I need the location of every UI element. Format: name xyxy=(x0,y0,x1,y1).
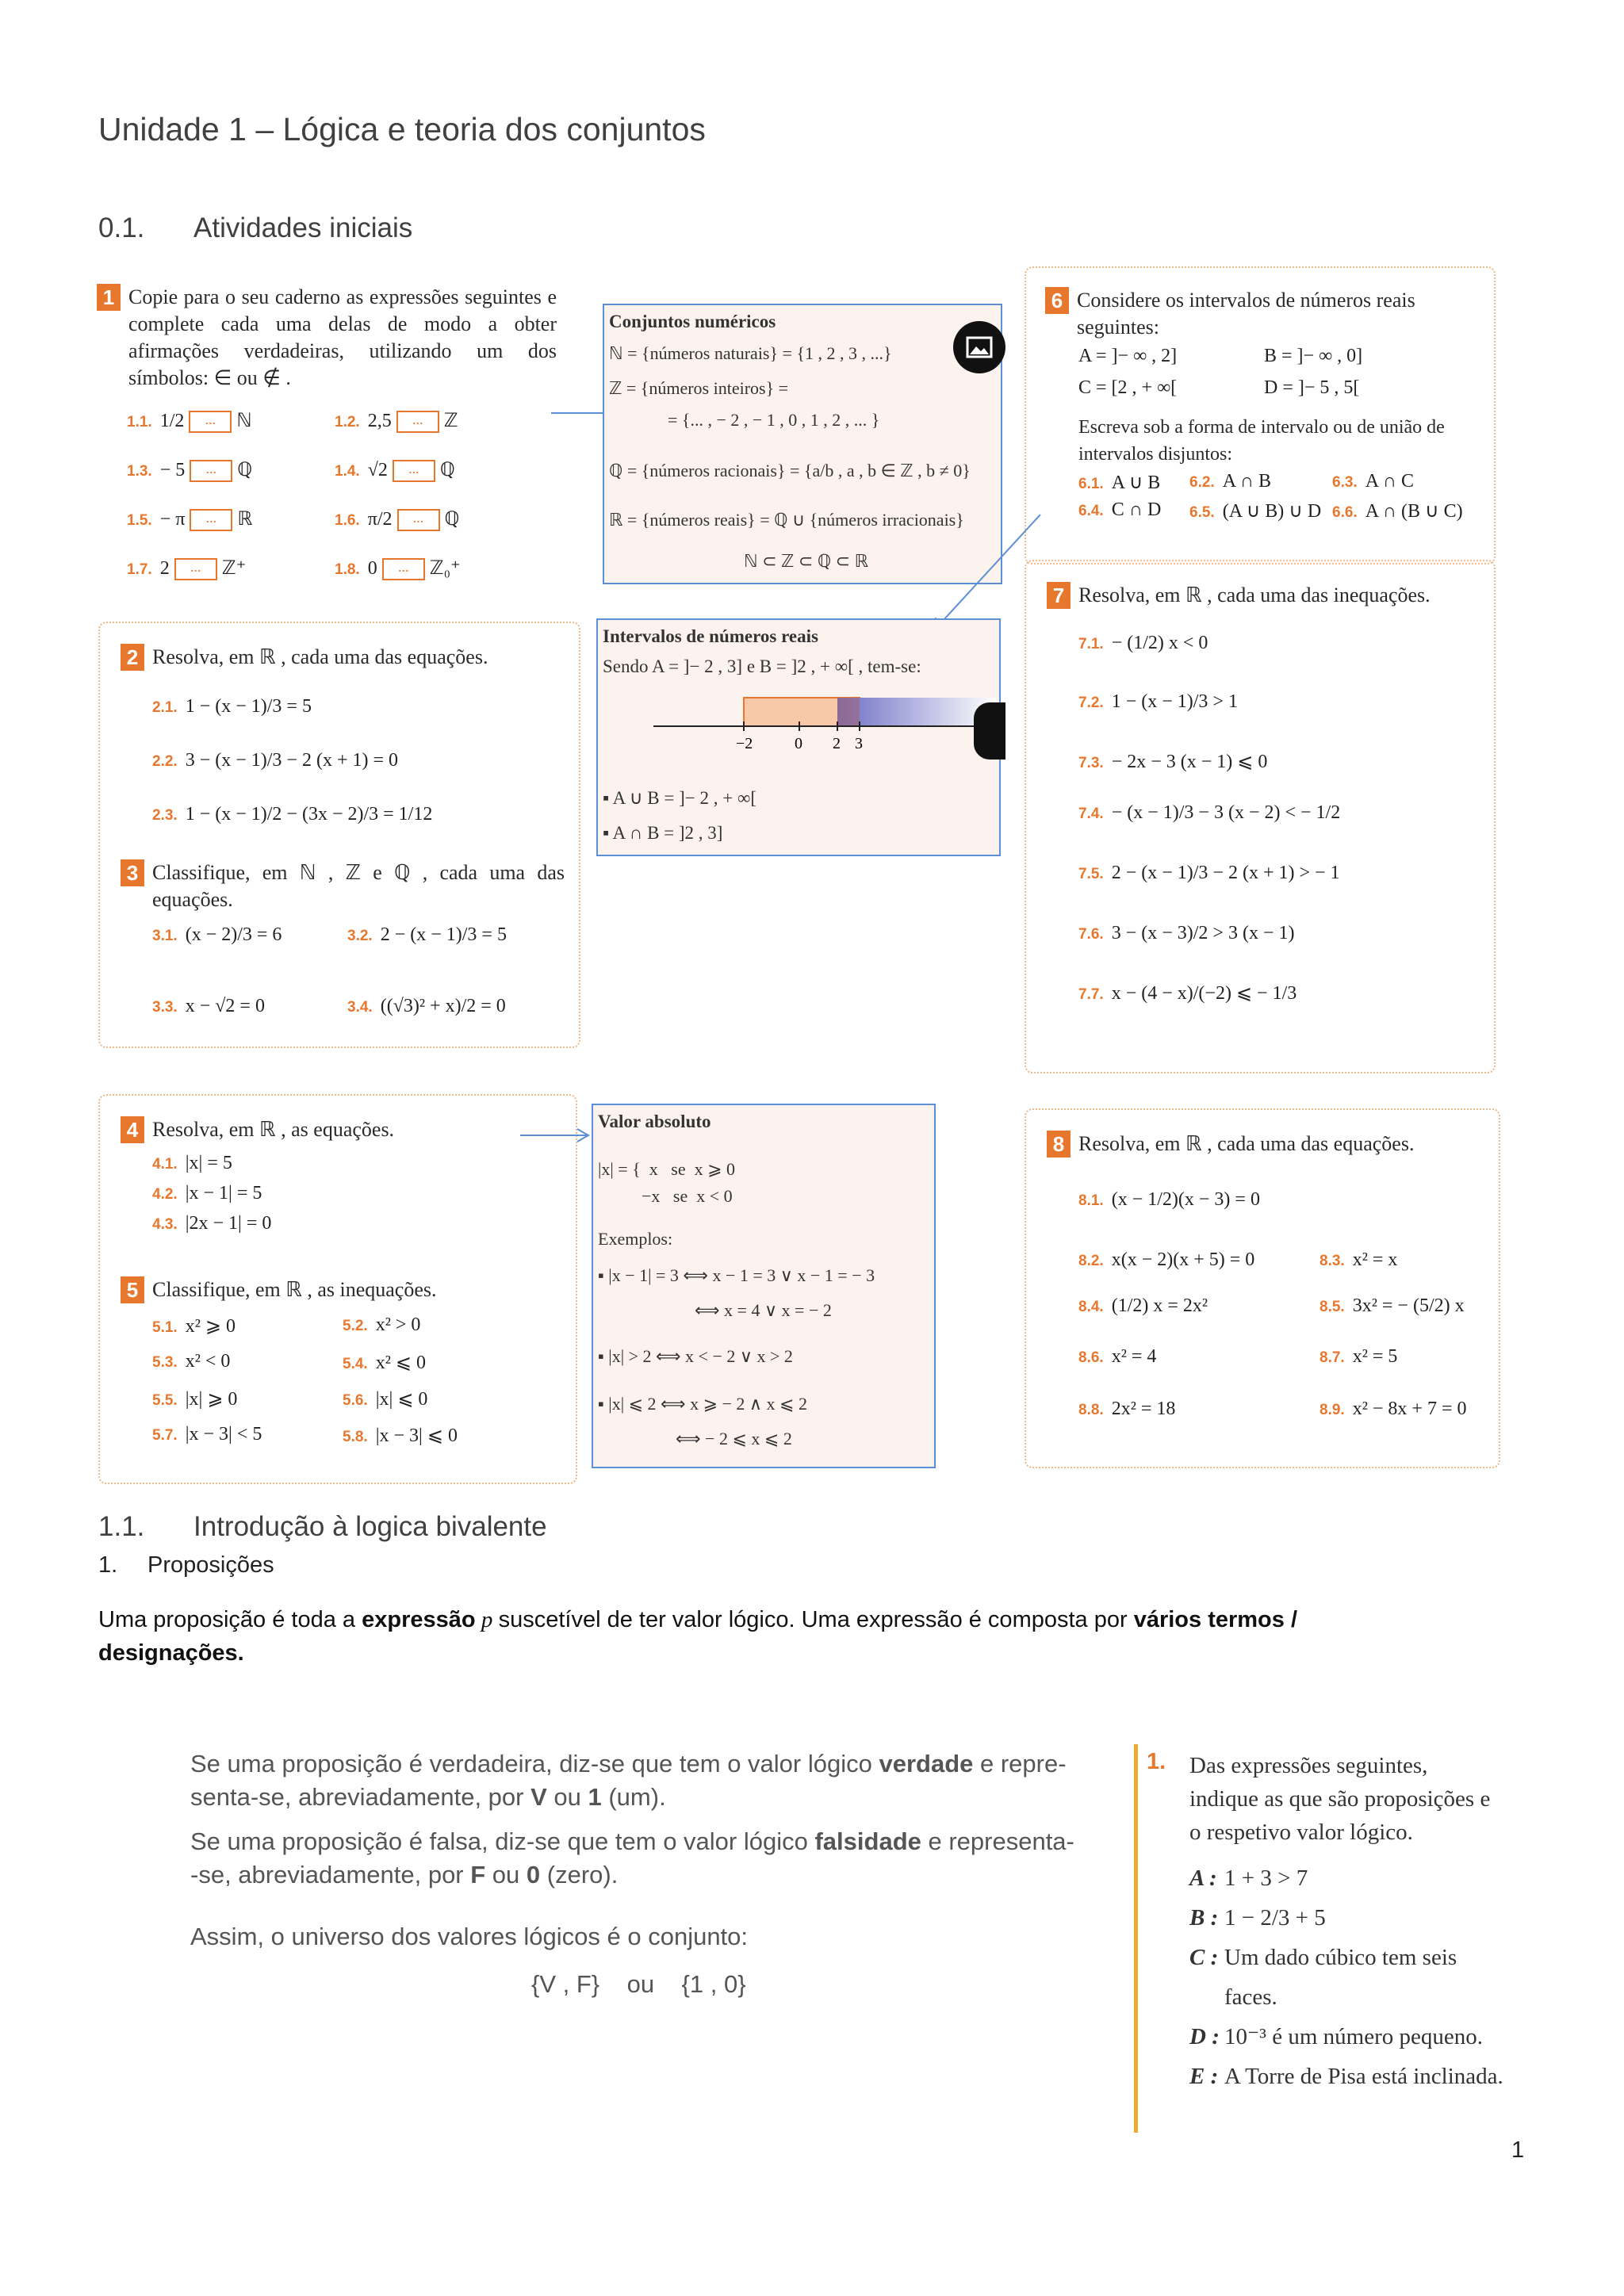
item-left: − 5 xyxy=(159,460,186,480)
intersection-bar xyxy=(837,698,860,726)
answer-blank[interactable]: ... xyxy=(189,411,232,433)
ex5-item xyxy=(343,1387,427,1410)
intervalos-box xyxy=(596,618,1001,856)
question-text-line: o respetivo valor lógico. xyxy=(1189,1820,1413,1845)
item-equation: 2 − (x − 1)/3 − 2 (x + 1) > − 1 xyxy=(1111,863,1340,883)
item-label: 4.3. xyxy=(152,1216,178,1233)
item-label: 5.8. xyxy=(343,1429,368,1445)
item-label: 8.5. xyxy=(1320,1299,1345,1315)
answer-blank[interactable]: ... xyxy=(174,558,217,580)
ex7-item xyxy=(1078,750,1267,773)
ex6-item xyxy=(1189,471,1271,492)
question-number: 1. xyxy=(1147,1749,1166,1774)
answer-blank[interactable]: ... xyxy=(190,460,232,482)
ex8-item xyxy=(1078,1346,1156,1368)
item-label: 7.4. xyxy=(1078,806,1104,822)
line-racionais: ℚ = {números racionais} = {a/b , a , b ∈ ℤ , b ≠ 0} xyxy=(609,461,971,480)
answer-blank[interactable]: ... xyxy=(190,509,232,531)
item-label: E : xyxy=(1189,2064,1219,2089)
line-inteiros-set: = {... , − 2 , − 1 , 0 , 1 , 2 , ... } xyxy=(668,410,880,430)
item-label: 7.7. xyxy=(1078,986,1104,1003)
ex8-item xyxy=(1320,1346,1397,1368)
item-label: 1.1. xyxy=(127,414,152,430)
question-item xyxy=(1189,2060,1543,2093)
sendo-line: Sendo A = ]− 2 , 3] e B = ]2 , + ∞[ , tem-se: xyxy=(603,656,921,676)
ex5-item xyxy=(343,1351,426,1374)
item-equation: (A ∪ B) ∪ D xyxy=(1222,501,1322,522)
ex8-item xyxy=(1078,1189,1260,1211)
ex2-item xyxy=(152,750,398,771)
ex3-item xyxy=(152,996,265,1017)
rule-verdade-1: Se uma proposição é verdadeira, diz-se que tem o valor lógico verdade e repre- xyxy=(190,1750,1067,1777)
item-equation: A ∩ (B ∪ C) xyxy=(1365,501,1463,522)
intersection-line: ▪ A ∩ B = ]2 , 3] xyxy=(603,823,723,843)
item-right: ℤ⁺ xyxy=(221,558,247,579)
exercise-badge: 4 xyxy=(121,1116,144,1143)
ex3-item xyxy=(347,996,506,1017)
item-label: 2.1. xyxy=(152,699,178,716)
item-equation: (x − 1/2)(x − 3) = 0 xyxy=(1111,1189,1260,1210)
item-equation: x² > 0 xyxy=(375,1314,421,1335)
item-equation: 3 − (x − 3)/2 > 3 (x − 1) xyxy=(1111,923,1295,943)
tick-label: 2 xyxy=(833,735,841,752)
item-equation: x − √2 = 0 xyxy=(185,996,265,1016)
item-text: A Torre de Pisa está inclinada. xyxy=(1224,2064,1503,2089)
ex6-item xyxy=(1332,471,1414,492)
item-label: 8.3. xyxy=(1320,1253,1345,1269)
item-label: 1.2. xyxy=(335,414,360,430)
exercise-8 xyxy=(1025,1108,1500,1468)
ex2-item xyxy=(152,804,432,825)
box-title: Intervalos de números reais xyxy=(603,626,818,646)
ex5-item xyxy=(343,1314,420,1336)
item-label: 7.3. xyxy=(1078,755,1104,771)
image-icon-partial xyxy=(974,702,1005,760)
ex2-item xyxy=(152,696,312,718)
item-label: 1.3. xyxy=(127,463,152,480)
question-item xyxy=(1189,1862,1543,1895)
exercise-badge: 7 xyxy=(1047,582,1071,609)
item-equation: − 2x − 3 (x − 1) ⩽ 0 xyxy=(1111,752,1268,772)
item-label: 1.6. xyxy=(335,512,360,529)
item-equation: |x − 1| = 5 xyxy=(185,1183,262,1203)
item-label: 3.4. xyxy=(347,999,373,1016)
list-number: 1. xyxy=(98,1552,118,1578)
item-right: ℚ xyxy=(439,460,455,480)
ex7-item xyxy=(1078,802,1340,824)
exercise-3-items xyxy=(152,924,565,1043)
ex1-item xyxy=(127,507,252,531)
number-line xyxy=(653,696,1002,767)
item-left: √2 xyxy=(367,460,388,480)
item-equation: − (x − 1)/3 − 3 (x − 2) < − 1/2 xyxy=(1111,802,1341,823)
valor-absoluto-box xyxy=(592,1104,936,1468)
rule-verdade-2: senta-se, abreviadamente, por V ou 1 (um). xyxy=(190,1783,666,1811)
rule-universo: Assim, o universo dos valores lógicos é o conjunto: xyxy=(190,1923,749,1950)
item-label: 8.1. xyxy=(1078,1192,1104,1209)
item-label: 8.4. xyxy=(1078,1299,1104,1315)
item-equation: 2x² = 18 xyxy=(1111,1399,1176,1419)
item-label: 8.9. xyxy=(1320,1402,1345,1418)
ex1-item xyxy=(335,458,455,482)
item-label: 5.7. xyxy=(152,1427,178,1444)
item-label: 5.2. xyxy=(343,1318,368,1334)
ex1-item xyxy=(335,557,461,580)
item-label: 2.3. xyxy=(152,807,178,824)
list-label: Proposições xyxy=(147,1552,274,1578)
item-label: 7.6. xyxy=(1078,926,1104,943)
arrow-to-valor-absoluto xyxy=(517,1124,596,1148)
item-label: 1.7. xyxy=(127,561,152,578)
item-equation: |x| ⩾ 0 xyxy=(185,1389,238,1410)
exercise-text: Resolva, em ℝ , cada uma das inequações. xyxy=(1078,584,1431,607)
question-item xyxy=(1189,1901,1543,1934)
ex8-item xyxy=(1078,1249,1254,1271)
item-left: π/2 xyxy=(367,509,393,530)
item-equation: |x − 3| ⩽ 0 xyxy=(375,1425,458,1446)
item-equation: 2 − (x − 1)/3 = 5 xyxy=(380,924,507,945)
interval-a: A = ]− ∞ , 2] xyxy=(1078,346,1178,366)
exercise-text: Copie para o seu caderno as expressões seguintes e complete cada uma delas de modo a obter afirmações verdadeiras, utilizando um dos símbolos: ∈ ou ∉ . xyxy=(128,285,557,389)
item-left: 2 xyxy=(159,558,170,579)
ex5-item xyxy=(152,1387,237,1410)
ex7-item xyxy=(1078,923,1294,944)
item-equation: (1/2) x = 2x² xyxy=(1111,1295,1208,1316)
ex5-item xyxy=(343,1424,458,1447)
item-equation: |x − 3| < 5 xyxy=(185,1424,262,1445)
section-label: Atividades iniciais xyxy=(193,212,413,243)
sidebar-rule xyxy=(1134,1744,1138,2133)
item-equation: x² ⩽ 0 xyxy=(375,1353,427,1373)
tick-label: 0 xyxy=(795,735,802,752)
item-equation: 1 − (x − 1)/3 = 5 xyxy=(185,696,312,717)
box-title: Conjuntos numéricos xyxy=(609,312,776,331)
item-equation: |x| = 5 xyxy=(185,1153,232,1173)
exercise-badge: 2 xyxy=(121,644,144,671)
exercise-badge: 3 xyxy=(121,859,144,886)
item-right: ℤ₀⁺ xyxy=(429,558,461,579)
exercise-badge: 8 xyxy=(1047,1131,1071,1158)
page-number: 1 xyxy=(1511,2137,1525,2163)
union-line: ▪ A ∪ B = ]− 2 , + ∞[ xyxy=(603,788,757,808)
item-left: 0 xyxy=(367,558,377,579)
section-number: 1.1. xyxy=(98,1511,145,1542)
item-equation: 1 − (x − 1)/3 > 1 xyxy=(1111,691,1238,712)
item-label: 6.6. xyxy=(1332,504,1358,521)
exercise-text: Resolva, em ℝ , cada uma das equações. xyxy=(1078,1132,1415,1155)
item-equation: x(x − 2)(x + 5) = 0 xyxy=(1111,1249,1255,1270)
ex5-item xyxy=(152,1424,262,1445)
ex1-item xyxy=(127,409,252,433)
ex1-item xyxy=(127,557,246,580)
exemplos-label: Exemplos: xyxy=(598,1229,673,1249)
section-heading-11 xyxy=(98,1511,547,1543)
ex7-item xyxy=(1078,691,1238,713)
item-right: ℤ xyxy=(443,411,458,431)
ex8-item xyxy=(1320,1399,1467,1420)
exercise-8-items xyxy=(1078,1189,1491,1459)
ex5-item xyxy=(152,1314,236,1337)
item-equation: ((√3)² + x)/2 = 0 xyxy=(380,996,506,1016)
item-right: ℝ xyxy=(237,509,253,530)
item-equation: x² ⩾ 0 xyxy=(185,1316,236,1337)
exercise-badge: 6 xyxy=(1045,287,1069,314)
ex1-item xyxy=(127,458,252,482)
item-equation: x² − 8x + 7 = 0 xyxy=(1352,1399,1467,1419)
item-label: 3.2. xyxy=(347,928,373,944)
item-equation: 3x² = − (5/2) x xyxy=(1352,1295,1465,1316)
item-label: 8.2. xyxy=(1078,1253,1104,1269)
rule-falsidade-2: -se, abreviadamente, por F ou 0 (zero). xyxy=(190,1861,619,1888)
item-label: 6.2. xyxy=(1189,474,1215,491)
ex6-item xyxy=(1078,471,1160,494)
abs-def-2: −x se x < 0 xyxy=(598,1186,733,1206)
image-icon xyxy=(953,321,1005,373)
exercise-text: Considere os intervalos de números reais seguintes: xyxy=(1077,289,1415,339)
exercise-2-3 xyxy=(98,622,580,1048)
exemplo-1-cont: ⟺ x = 4 ∨ x = − 2 xyxy=(695,1300,832,1320)
box-title: Valor absoluto xyxy=(598,1112,711,1131)
question-item xyxy=(1189,1941,1543,1974)
ex6-item xyxy=(1078,499,1161,521)
ex6-item xyxy=(1189,499,1321,522)
item-text: Um dado cúbico tem seis xyxy=(1224,1945,1457,1970)
item-label: 1.4. xyxy=(335,463,360,480)
exercise-1 xyxy=(97,284,569,609)
interval-c: C = [2 , + ∞[ xyxy=(1078,377,1178,398)
item-equation: − (1/2) x < 0 xyxy=(1111,633,1208,653)
item-label: 6.5. xyxy=(1189,504,1215,521)
item-right: ℚ xyxy=(237,460,253,480)
item-label: 2.2. xyxy=(152,753,178,770)
answer-blank[interactable]: ... xyxy=(393,460,435,482)
rules-block xyxy=(159,1720,1142,1998)
item-label: C : xyxy=(1189,1945,1219,1970)
section-heading-01 xyxy=(98,212,412,244)
page-title: Unidade 1 – Lógica e teoria dos conjuntos xyxy=(98,111,706,147)
question-text-line: Das expressões seguintes, xyxy=(1189,1753,1428,1778)
answer-blank[interactable]: ... xyxy=(397,509,440,531)
exercise-7 xyxy=(1025,560,1496,1073)
item-label: 5.1. xyxy=(152,1319,178,1336)
item-equation: x² = 4 xyxy=(1111,1346,1157,1367)
item-left: 2,5 xyxy=(367,411,392,431)
ex1-item xyxy=(335,507,459,531)
item-right: ℚ xyxy=(444,509,460,530)
interval-d: D = ]− 5 , 5[ xyxy=(1264,377,1360,398)
item-equation: |2x − 1| = 0 xyxy=(185,1213,272,1234)
item-right: ℕ xyxy=(236,411,252,431)
item-label: 4.2. xyxy=(152,1186,178,1203)
ex5-item xyxy=(152,1351,230,1372)
item-equation: (x − 2)/3 = 6 xyxy=(185,924,282,945)
exercise-4-5 xyxy=(98,1094,577,1484)
item-label: 8.7. xyxy=(1320,1349,1345,1366)
item-label: 7.2. xyxy=(1078,695,1104,711)
item-label: 3.1. xyxy=(152,928,178,944)
answer-blank[interactable]: ... xyxy=(382,558,425,580)
exercise-badge: 5 xyxy=(121,1276,144,1303)
item-equation: A ∩ C xyxy=(1365,471,1415,492)
question-item xyxy=(1189,2020,1543,2053)
line-naturais: ℕ = {números naturais} = {1 , 2 , 3 , ...} xyxy=(609,343,892,363)
item-label: 5.6. xyxy=(343,1392,368,1409)
list-item-proposicoes xyxy=(98,1552,274,1578)
ex3-item xyxy=(347,924,507,946)
section-label: Introdução à logica bivalente xyxy=(193,1511,547,1542)
item-text: 1 − 2/3 + 5 xyxy=(1224,1905,1326,1931)
item-label: D : xyxy=(1189,2024,1220,2049)
item-equation: |x| ⩽ 0 xyxy=(375,1389,428,1410)
ex4-item xyxy=(152,1153,232,1174)
exercise-text: Classifique, em ℝ , as inequações. xyxy=(152,1278,437,1301)
item-label: 8.6. xyxy=(1078,1349,1104,1366)
ex8-item xyxy=(1078,1295,1208,1317)
item-equation: x² = 5 xyxy=(1352,1346,1398,1367)
paragraph-definition: Uma proposição é toda a expressão p suscetível de ter valor lógico. Uma expressão é composta por vários termos / designações. xyxy=(98,1607,1298,1666)
tick-label: −2 xyxy=(736,735,753,752)
item-label: 6.3. xyxy=(1332,474,1358,491)
question-item xyxy=(1189,1980,1543,2014)
ex1-item xyxy=(335,409,458,433)
exercise-6 xyxy=(1025,266,1496,564)
exercise-badge: 1 xyxy=(97,284,121,311)
exercise-text: Resolva, em ℝ , as equações. xyxy=(152,1118,395,1141)
ex8-item xyxy=(1320,1249,1397,1271)
exercise-text: Classifique, em ℕ , ℤ e ℚ , cada uma das equações. xyxy=(152,861,565,911)
item-label: 8.8. xyxy=(1078,1402,1104,1418)
exemplo-3-cont: ⟺ − 2 ⩽ x ⩽ 2 xyxy=(676,1429,792,1448)
item-equation: C ∩ D xyxy=(1111,499,1162,520)
item-label: A : xyxy=(1189,1866,1217,1891)
exercise-text: Resolva, em ℝ , cada uma das equações. xyxy=(152,645,488,668)
item-label: 6.4. xyxy=(1078,503,1104,519)
ex6-item xyxy=(1332,499,1463,522)
item-equation: x − (4 − x)/(−2) ⩽ − 1/3 xyxy=(1111,983,1297,1004)
rule-set: {V , F} ou {1 , 0} xyxy=(531,1970,746,1998)
item-equation: 1 − (x − 1)/2 − (3x − 2)/3 = 1/12 xyxy=(185,804,433,825)
exemplo-1: ▪ |x − 1| = 3 ⟺ x − 1 = 3 ∨ x − 1 = − 3 xyxy=(598,1265,875,1285)
ex4-item xyxy=(152,1183,262,1204)
item-text: faces. xyxy=(1224,1984,1277,2010)
question-1 xyxy=(1147,1749,1543,2099)
rule-falsidade-1: Se uma proposição é falsa, diz-se que tem o valor lógico falsidade e representa- xyxy=(190,1827,1074,1855)
ex8-item xyxy=(1320,1295,1465,1317)
item-text: 10⁻³ é um número pequeno. xyxy=(1224,2024,1484,2049)
item-equation: x² < 0 xyxy=(185,1351,231,1372)
item-label: 5.4. xyxy=(343,1356,368,1372)
answer-blank[interactable]: ... xyxy=(396,411,439,433)
ex7-item xyxy=(1078,633,1208,654)
interval-b-bar xyxy=(837,698,996,726)
item-label: 7.1. xyxy=(1078,636,1104,652)
question-items xyxy=(1189,1862,1543,2093)
item-left: 1/2 xyxy=(159,411,185,431)
exemplo-3: ▪ |x| ⩽ 2 ⟺ x ⩾ − 2 ∧ x ⩽ 2 xyxy=(598,1394,807,1414)
tick-label: 3 xyxy=(855,735,863,752)
item-label: 3.3. xyxy=(152,999,178,1016)
exemplo-2: ▪ |x| > 2 ⟺ x < − 2 ∨ x > 2 xyxy=(598,1346,793,1366)
ex4-item xyxy=(152,1213,271,1234)
ex7-item xyxy=(1078,863,1340,884)
item-equation: x² = x xyxy=(1352,1249,1398,1270)
item-label: B : xyxy=(1189,1905,1219,1931)
question-text-line: indique as que são proposições e xyxy=(1189,1786,1491,1812)
ex8-item xyxy=(1078,1399,1175,1420)
item-left: − π xyxy=(159,509,186,530)
ex7-item xyxy=(1078,982,1297,1004)
ex3-item xyxy=(152,924,282,946)
item-label: 7.5. xyxy=(1078,866,1104,882)
item-label: 4.1. xyxy=(152,1156,178,1173)
abs-def-1: |x| = { x se x ⩾ 0 xyxy=(598,1159,736,1179)
item-label: 1.5. xyxy=(127,512,152,529)
item-equation: 3 − (x − 1)/3 − 2 (x + 1) = 0 xyxy=(185,750,399,771)
item-label: 6.1. xyxy=(1078,476,1104,492)
exercise-text-2: Escreva sob a forma de intervalo ou de união de intervalos disjuntos: xyxy=(1078,417,1445,465)
item-label: 1.8. xyxy=(335,561,360,578)
item-label: 5.3. xyxy=(152,1354,178,1371)
section-number: 0.1. xyxy=(98,212,145,243)
item-equation: A ∪ B xyxy=(1111,473,1161,493)
line-inclusion: ℕ ⊂ ℤ ⊂ ℚ ⊂ ℝ xyxy=(744,551,869,571)
line-inteiros: ℤ = {números inteiros} = xyxy=(609,378,789,398)
item-equation: A ∩ B xyxy=(1222,471,1272,492)
line-reais: ℝ = {números reais} = ℚ ∪ {números irracionais} xyxy=(609,510,964,530)
item-text: 1 + 3 > 7 xyxy=(1224,1866,1308,1891)
item-label: 5.5. xyxy=(152,1392,178,1409)
interval-b: B = ]− ∞ , 0] xyxy=(1264,346,1363,366)
